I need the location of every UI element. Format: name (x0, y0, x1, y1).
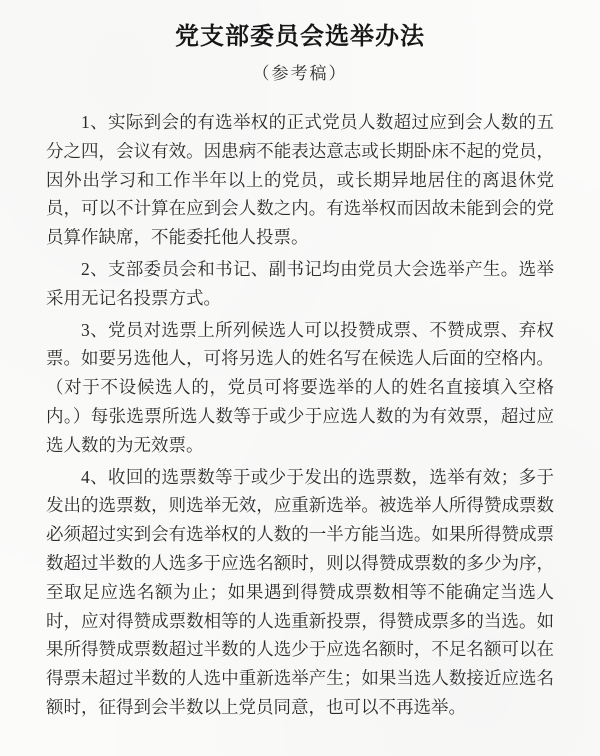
body-paragraph: 1、实际到会的有选举权的正式党员人数超过应到会人数的五分之四，会议有效。因患病不能表达意志或长期卧床不起的党员，因外出学习和工作半年以上的党员，或长期异地居住的离退休党员，可以不计算在应到会人数之内。有选举权而因故未能到会的党员算作缺席，不能委托他人投票。 (46, 112, 554, 248)
body-paragraph: 3、党员对选票上所列候选人可以投赞成票、不赞成票、弃权票。如要另选他人，可将另选人的姓名写在候选人后面的空格内。（对于不设候选人的，党员可将要选举的人的姓名直接填入空格内。）每张选票所选人数等于或少于应选人数的为有效票，超过应选人数的为无效票。 (46, 319, 554, 455)
body-paragraph: 2、支部委员会和书记、副书记均由党员大会选举产生。选举采用无记名投票方式。 (46, 258, 554, 308)
body-paragraph: 4、收回的选票数等于或少于发出的选票数，选举有效；多于发出的选票数，则选举无效，应重新选举。被选举人所得赞成票数必须超过实到会有选举权的人数的一半方能当选。如果所得赞成票数超过半数的人选多于应选名额时，则以得赞成票数的多少为序，至取足应选名额为止；如果遇到得赞成票数相等不能确定当选人时，应对得赞成票数相等的人选重新投票，得赞成票多的当选。如果所得赞成票数超过半数的人选少于应选名额时，不足名额可以在得票未超过半数的人选中重新选举产生；如果当选人数接近应选名额时，征得到会半数以上党员同意，也可以不再选举。 (46, 466, 554, 717)
document-body (0, 108, 600, 722)
document-subtitle: （参考稿） (252, 64, 348, 83)
document-title: 党支部委员会选举办法 (175, 23, 425, 50)
